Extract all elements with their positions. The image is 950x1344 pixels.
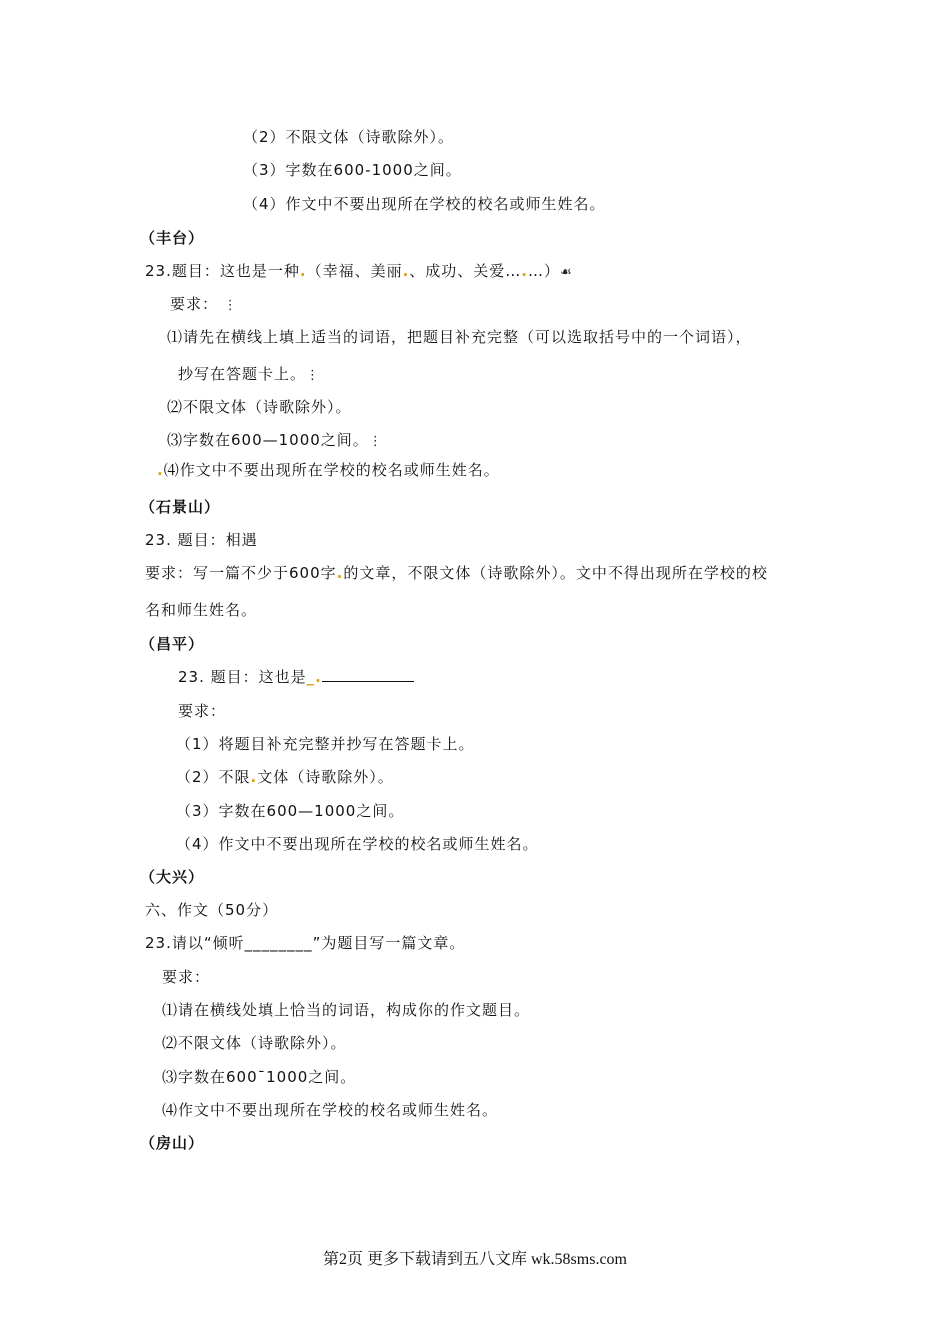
region-label-changping: （昌平） — [140, 635, 205, 653]
emphasis-dot: . — [250, 768, 258, 786]
question-23-changping: 23. 题目：这也是_. — [178, 667, 414, 687]
requirements-label: 要求： — [162, 968, 211, 986]
emphasis-dot: . — [402, 262, 410, 280]
question-options-cont: 、成功、关爱… — [409, 262, 522, 280]
question-text: 23.题目：这也是一种 — [145, 262, 300, 280]
emphasis-dot: . — [299, 262, 307, 280]
region-label-fangshan: （房山） — [140, 1134, 205, 1152]
question-23-daxing: 23.请以“倾听________”为题目写一篇文章。 — [145, 934, 466, 952]
requirement-4: （4）作文中不要出现所在学校的校名或师生姓名。 — [176, 835, 539, 853]
emphasis-dot: . — [157, 461, 164, 479]
requirement-2: ⑵不限文体（诗歌除外）。 — [167, 398, 352, 416]
requirement-4: .⑷作文中不要出现所在学校的校名或师生姓名。 — [157, 461, 500, 479]
ornament-icon: ☙ — [560, 265, 573, 280]
requirements-label: 要求： — [178, 702, 227, 720]
requirement-1-cont: 抄写在答题卡上。⋮ — [178, 365, 321, 383]
requirement-1: ⑴请在横线处填上恰当的词语，构成你的作文题目。 — [162, 1001, 531, 1019]
requirements-line-2: 名和师生姓名。 — [145, 601, 258, 619]
requirement-3: ⑶字数在600¯1000之间。 — [162, 1068, 357, 1086]
requirement-3: ⑶字数在600—1000之间。⋮ — [167, 431, 383, 449]
question-options-end: …） — [528, 262, 561, 280]
section-heading: 六、作文（50分） — [145, 901, 279, 919]
emphasis-dot: . — [521, 262, 528, 280]
requirement-4: （4）作文中不要出现所在学校的校名或师生姓名。 — [243, 195, 606, 213]
requirements-line-1: 要求：写一篇不少于600字.的文章，不限文体（诗歌除外）。文中不得出现所在学校的校 — [145, 564, 768, 582]
requirements-label: 要求： ⋮ — [170, 295, 238, 313]
emphasis-dot: . — [336, 564, 344, 582]
requirement-2: （2）不限文体（诗歌除外）。 — [243, 128, 455, 146]
question-23-fengtai — [145, 261, 573, 283]
requirement-4: ⑷作文中不要出现所在学校的校名或师生姓名。 — [162, 1101, 499, 1119]
requirement-2: （2）不限.文体（诗歌除外）。 — [176, 768, 394, 786]
cursor-mark-icon: ⋮ — [306, 368, 321, 383]
requirement-2: ⑵不限文体（诗歌除外）。 — [162, 1034, 347, 1052]
region-label-daxing: （大兴） — [140, 868, 205, 886]
question-options: （幸福、美丽 — [306, 262, 403, 280]
region-label-shijingshan: （石景山） — [140, 498, 221, 516]
cursor-mark-icon: ⋮ — [223, 298, 238, 313]
region-label-fengtai: （丰台） — [140, 229, 205, 247]
fill-in-blank — [322, 667, 414, 682]
requirement-3: （3）字数在600—1000之间。 — [176, 802, 405, 820]
emphasis-dot: _. — [306, 668, 322, 686]
requirement-1: ⑴请先在横线上填上适当的词语，把题目补充完整（可以选取括号中的一个词语）， — [167, 328, 752, 346]
cursor-mark-icon: ⋮ — [368, 434, 383, 449]
requirement-3: （3）字数在600-1000之间。 — [243, 161, 462, 179]
requirement-1: （1）将题目补充完整并抄写在答题卡上。 — [176, 735, 475, 753]
question-23-shijingshan: 23. 题目：相遇 — [145, 531, 258, 549]
page-footer: 第2页 更多下载请到五八文库 wk.58sms.com — [322, 1251, 627, 1268]
